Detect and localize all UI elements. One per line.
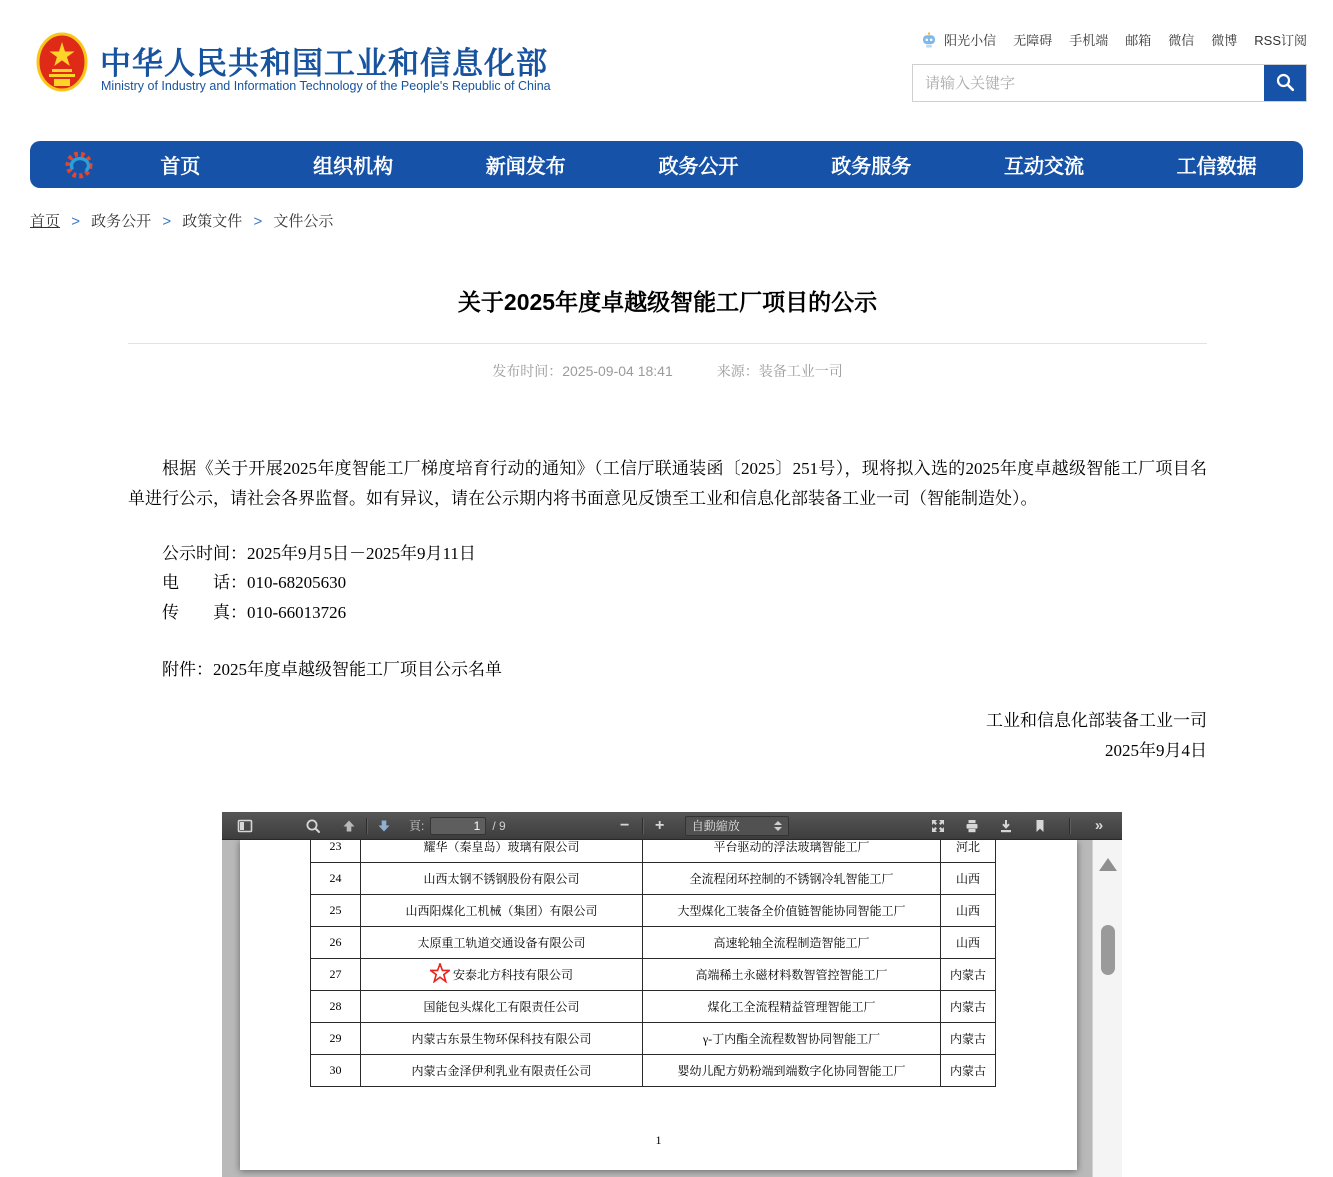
find-icon[interactable] — [302, 815, 324, 837]
cell-no: 29 — [311, 1023, 361, 1055]
cell-project: 全流程闭环控制的不锈钢冷轧智能工厂 — [643, 863, 941, 895]
download-icon[interactable] — [995, 815, 1017, 837]
cell-no: 30 — [311, 1055, 361, 1087]
cell-province: 山西 — [941, 927, 996, 959]
page-up-icon[interactable] — [338, 815, 360, 837]
cell-company: 国能包头煤化工有限责任公司 — [361, 991, 643, 1023]
site-title: 中华人民共和国工业和信息化部 — [100, 46, 548, 81]
zoom-select[interactable] — [685, 816, 789, 836]
toolbar-separator — [366, 818, 367, 834]
table-row — [311, 1023, 996, 1055]
nav-item-organization[interactable]: 组织机构 — [313, 156, 394, 178]
nav-item-home[interactable]: 首页 — [160, 156, 201, 178]
breadcrumb-separator: > — [71, 213, 80, 230]
bookmark-icon[interactable] — [1029, 815, 1051, 837]
page-number-input[interactable] — [430, 817, 486, 835]
pdf-toolbar-right — [927, 815, 1110, 837]
zoom-select-value: 自動縮放 — [691, 819, 740, 833]
toolbar-more-icon[interactable]: » — [1094, 817, 1104, 834]
cell-province: 内蒙古 — [941, 1055, 996, 1087]
star-icon — [430, 963, 450, 987]
toolbar-separator — [642, 818, 643, 834]
article-meta — [128, 344, 1207, 398]
cell-no: 25 — [311, 895, 361, 927]
pdf-toolbar — [222, 812, 1122, 840]
quick-link-weibo[interactable]: 微博 — [1211, 33, 1238, 48]
quick-link-mobile[interactable]: 手机端 — [1069, 33, 1109, 48]
table-row — [311, 895, 996, 927]
contact-block — [128, 539, 1207, 628]
pdf-page-number: 1 — [655, 1133, 662, 1147]
notice-period-line: 公示时间：2025年9月5日－2025年9月11日 — [162, 543, 476, 563]
table-row — [311, 840, 996, 863]
search-input[interactable] — [913, 65, 1264, 101]
breadcrumb-policy-docs[interactable]: 政策文件 — [182, 213, 243, 230]
cell-project: γ-丁内酯全流程数智协同智能工厂 — [643, 1023, 941, 1055]
quick-link-mail[interactable]: 邮箱 — [1125, 33, 1152, 48]
quick-link-xiaoxin[interactable]: 阳光小信 — [944, 33, 997, 48]
nav-item-gov-services[interactable]: 政务服务 — [831, 156, 912, 178]
article-paragraph: 根据《关于开展2025年度智能工厂梯度培育行动的通知》（工信厅联通装函〔2025〕251号），现将拟入选的2025年度卓越级智能工厂项目名单进行公示，请社会各界监督。如有异议，请在公示期内将书面意见反馈至工业和信息化部装备工业一司（智能制造处）。 — [128, 459, 1207, 509]
publish-time-label: 发布时间： — [492, 363, 563, 379]
breadcrumb — [30, 210, 333, 231]
breadcrumb-gov-affairs[interactable]: 政务公开 — [91, 213, 152, 230]
presentation-mode-icon[interactable] — [927, 815, 949, 837]
cell-no: 24 — [311, 863, 361, 895]
starred-company-name: 安泰北方科技有限公司 — [452, 967, 573, 982]
zoom-out-button[interactable]: − — [620, 816, 630, 834]
cell-project: 平台驱动的浮法玻璃智能工厂 — [643, 840, 941, 863]
page-label: 頁: — [409, 819, 425, 833]
cell-project: 煤化工全流程精益管理智能工厂 — [643, 991, 941, 1023]
pdf-scrollbar — [1092, 840, 1122, 1177]
cell-no: 28 — [311, 991, 361, 1023]
cell-project: 婴幼儿配方奶粉端到端数字化协同智能工厂 — [643, 1055, 941, 1087]
table-row-starred — [311, 959, 996, 991]
site-search — [912, 64, 1307, 102]
table-row — [311, 991, 996, 1023]
select-spinner-icon — [774, 821, 782, 831]
xiaoxin-robot-icon — [921, 31, 937, 49]
cell-project: 高端稀土永磁材料数智管控智能工厂 — [643, 959, 941, 991]
table-row — [311, 1055, 996, 1087]
cell-province: 河北 — [941, 840, 996, 863]
table-row — [311, 927, 996, 959]
article-body — [128, 454, 1207, 766]
cell-company — [361, 959, 643, 991]
nav-item-gov-affairs[interactable]: 政务公开 — [658, 156, 739, 178]
breadcrumb-separator: > — [253, 213, 263, 230]
nav-items — [94, 150, 1303, 179]
cell-province: 山西 — [941, 863, 996, 895]
toolbar-separator — [1069, 818, 1070, 834]
fax-line: 传 真：010-66013726 — [162, 602, 347, 622]
main-navbar — [30, 141, 1303, 188]
signature-org: 工业和信息化部装备工业一司 — [986, 711, 1207, 731]
search-icon — [1275, 72, 1295, 95]
national-emblem-logo — [36, 32, 88, 96]
quick-links-bar — [921, 30, 1307, 49]
scrollbar-thumb[interactable] — [1101, 925, 1115, 975]
nav-item-interaction[interactable]: 互动交流 — [1003, 156, 1084, 178]
source-value: 装备工业一司 — [758, 363, 843, 379]
cell-company: 太原重工轨道交通设备有限公司 — [361, 927, 643, 959]
quick-link-accessibility[interactable]: 无障碍 — [1013, 33, 1053, 48]
cell-company: 内蒙古金泽伊利乳业有限责任公司 — [361, 1055, 643, 1087]
cell-company: 山西阳煤化工机械（集团）有限公司 — [361, 895, 643, 927]
quick-link-wechat[interactable]: 微信 — [1168, 33, 1195, 48]
table-row — [311, 863, 996, 895]
page-total: / 9 — [492, 818, 506, 833]
site-subtitle: Ministry of Industry and Information Technology of the People's Republic of China — [101, 79, 551, 93]
cell-project: 高速轮轴全流程制造智能工厂 — [643, 927, 941, 959]
page-title: 关于2025年度卓越级智能工厂项目的公示 — [457, 289, 878, 315]
breadcrumb-separator: > — [162, 213, 172, 230]
pdf-viewer — [222, 812, 1122, 1177]
cell-company: 山西太钢不锈钢股份有限公司 — [361, 863, 643, 895]
cell-company: 内蒙古东景生物环保科技有限公司 — [361, 1023, 643, 1055]
zoom-controls — [614, 815, 789, 837]
page-down-icon[interactable] — [373, 815, 395, 837]
cell-province: 内蒙古 — [941, 1023, 996, 1055]
sidebar-toggle-icon[interactable] — [234, 815, 256, 837]
cell-no: 26 — [311, 927, 361, 959]
breadcrumb-home[interactable]: 首页 — [30, 213, 61, 230]
nav-item-data[interactable]: 工信数据 — [1176, 156, 1257, 178]
nav-item-news[interactable]: 新闻发布 — [485, 156, 566, 178]
signature-block — [128, 706, 1207, 766]
breadcrumb-current: 文件公示 — [273, 213, 334, 230]
cell-project: 大型煤化工装备全价值链智能协同智能工厂 — [643, 895, 941, 927]
cell-no: 23 — [311, 840, 361, 863]
miit-gear-icon — [64, 150, 94, 180]
print-icon[interactable] — [961, 815, 983, 837]
pdf-body — [222, 840, 1122, 1177]
attachment-link[interactable]: 附件：2025年度卓越级智能工厂项目公示名单 — [162, 660, 502, 680]
pdf-page — [240, 840, 1077, 1170]
signature-date: 2025年9月4日 — [1105, 741, 1207, 761]
search-button[interactable] — [1264, 65, 1306, 101]
cell-no: 27 — [311, 959, 361, 991]
phone-line: 电 话：010-68205630 — [162, 573, 347, 593]
cell-province: 内蒙古 — [941, 959, 996, 991]
scroll-up-arrow-icon[interactable] — [1099, 858, 1117, 871]
pdf-table — [310, 840, 996, 1087]
cell-province: 内蒙古 — [941, 991, 996, 1023]
zoom-in-button[interactable]: + — [655, 816, 665, 834]
article — [128, 268, 1207, 766]
source-label: 来源： — [716, 363, 759, 379]
quick-link-rss[interactable]: RSS订阅 — [1254, 33, 1307, 48]
publish-time: 2025-09-04 18:41 — [562, 363, 673, 379]
cell-company: 耀华（秦皇岛）玻璃有限公司 — [361, 840, 643, 863]
cell-province: 山西 — [941, 895, 996, 927]
